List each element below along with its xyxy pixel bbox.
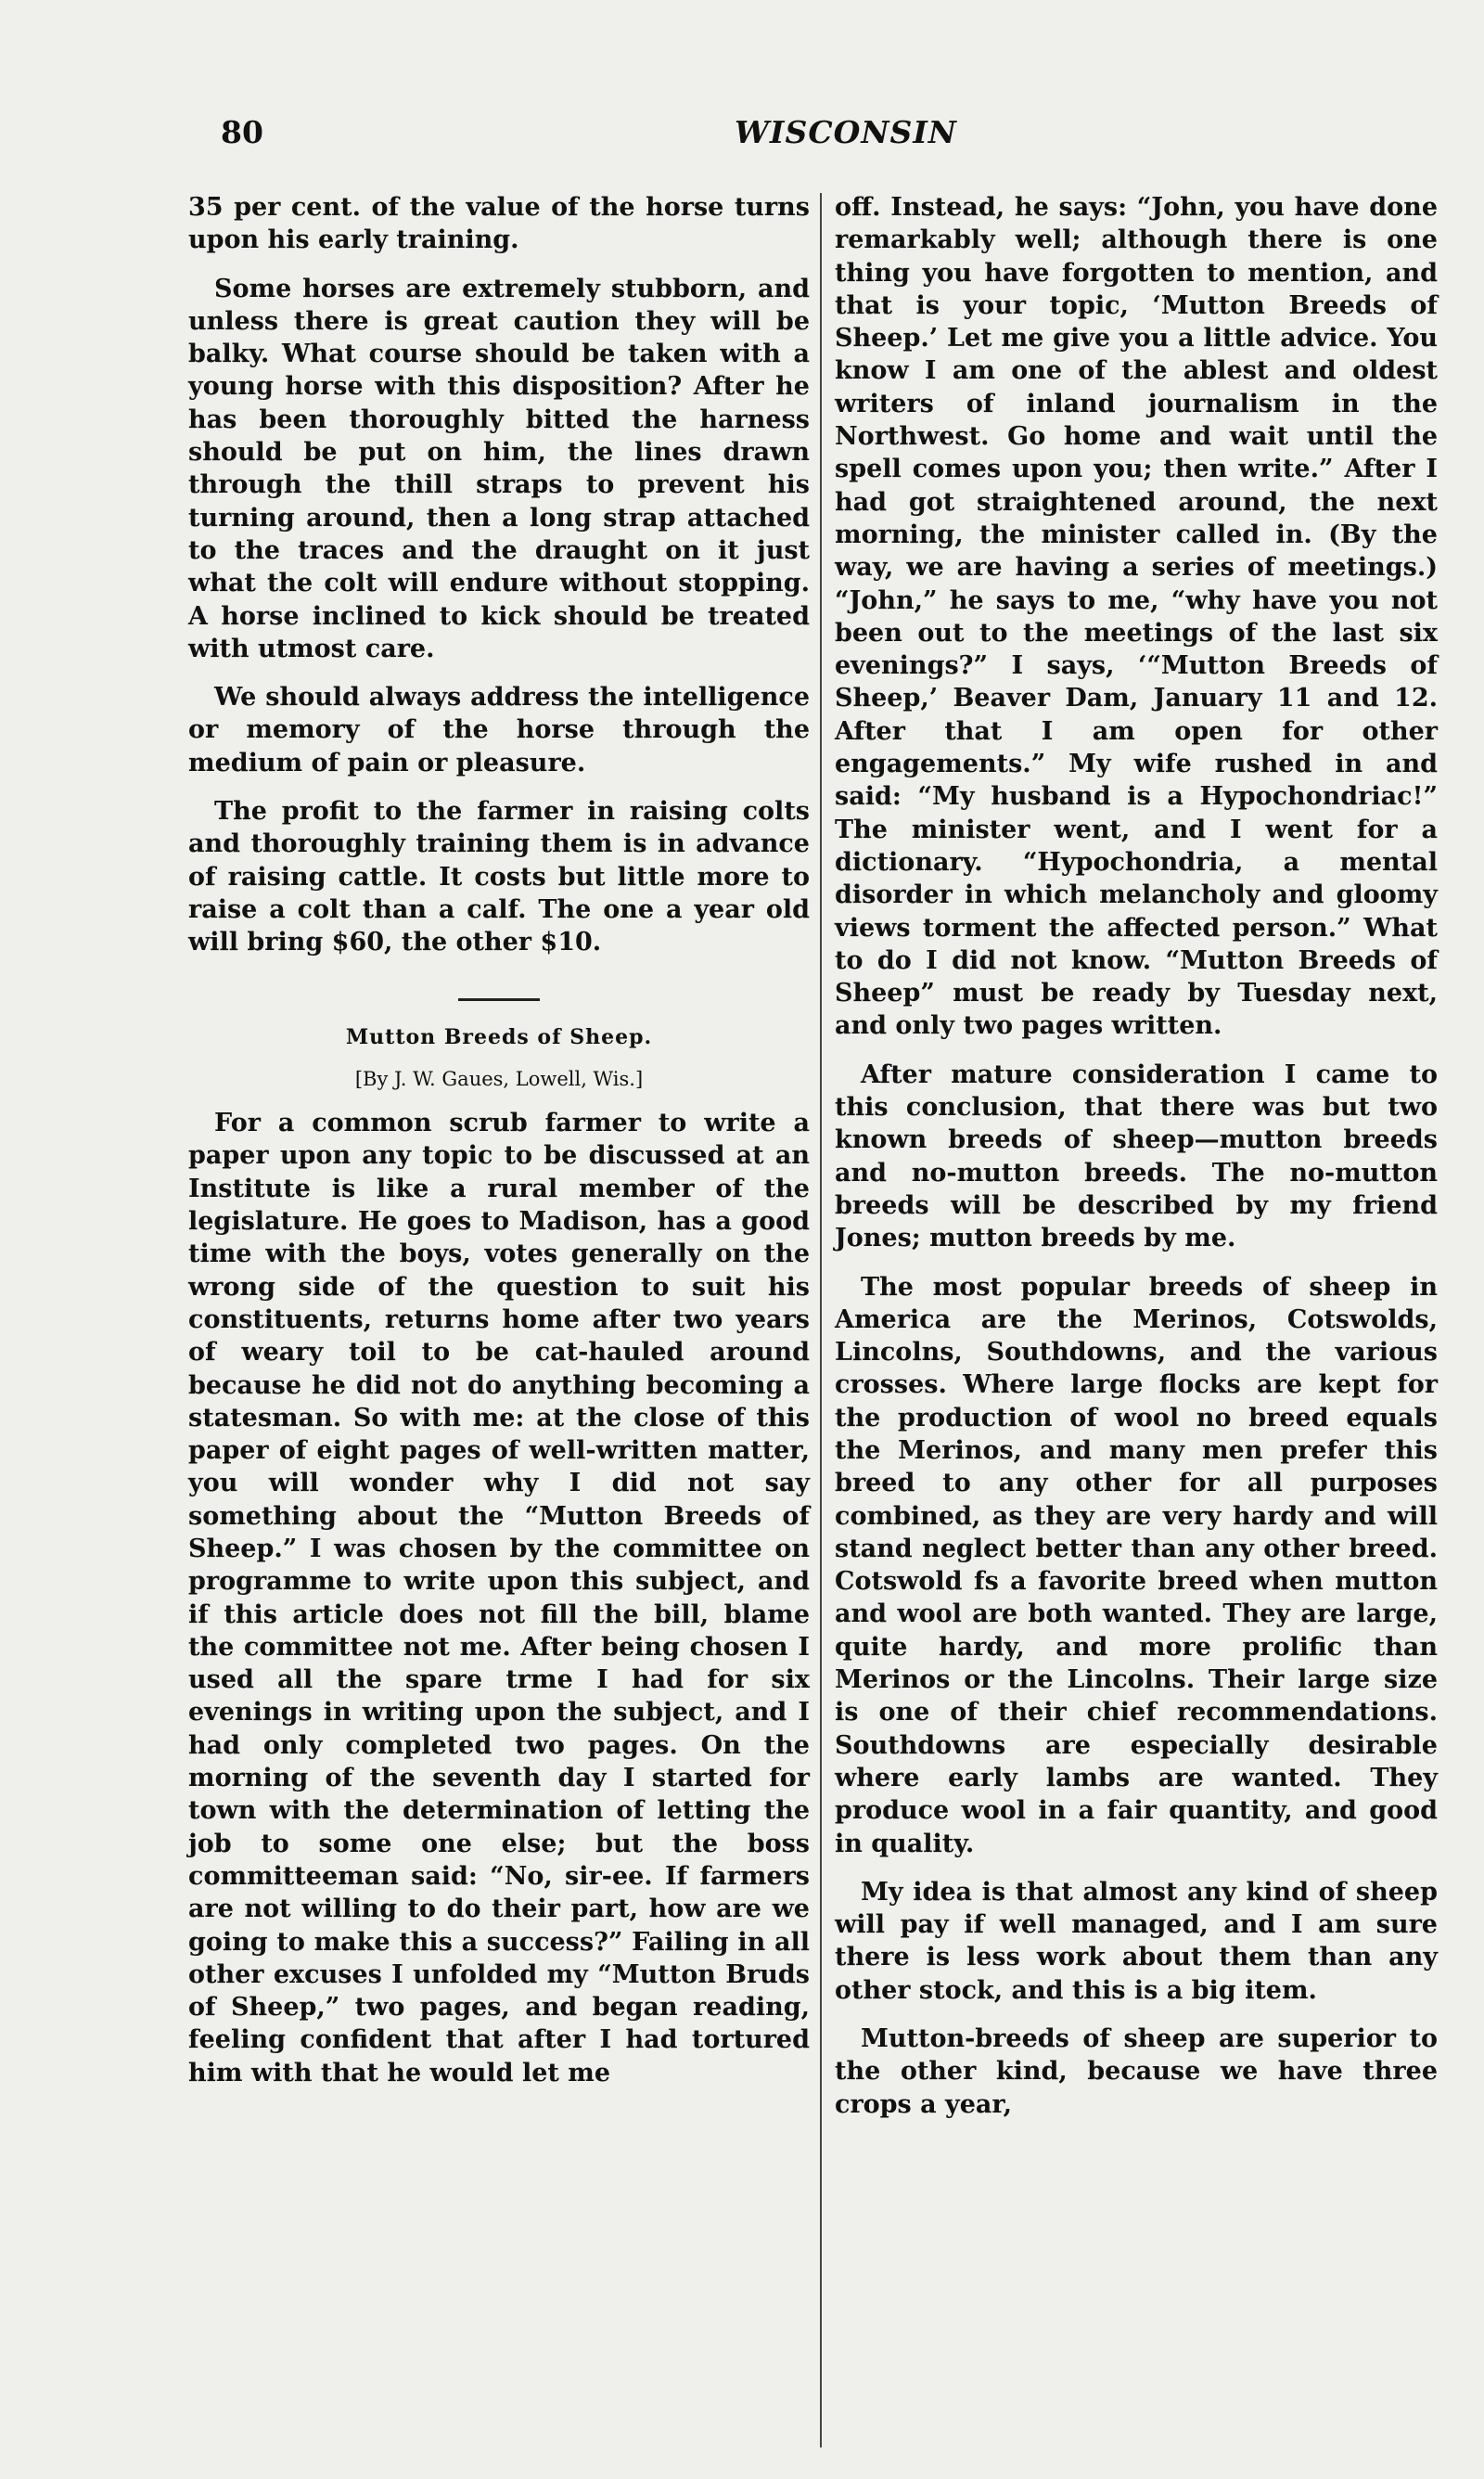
paragraph: Some horses are extremely stubborn, and unless there is great caution they will be balky. What course should be taken with a young horse with this disposition? After he has been thoroughly bitted the harness should be put on him, the lines drawn through the thill straps to prevent his turning around, then a long strap attached to the traces and the draught on it just what the colt will endure without stopping. A horse inclined to kick should be treated with utmost care. [188, 274, 810, 663]
paragraph: The most popular breeds of sheep in America are the Merinos, Cotswolds, Lincolns, Southdowns, and the various crosses. Where large flocks are kept for the production of wool no breed equals the Merinos, and many men prefer this breed to any other for all purposes combined, as they are very hardy and will stand neglect better than any other breed. Cotswold fs a favorite breed when mutton and wool are both wanted. They are large, quite hardy, and more prolific than Merinos or the Lincolns. Their large size is one of their chief recommendations. Southdowns are especially desirable where early lambs are wanted. They produce wool in a fair quantity, and good in quality. [835, 1272, 1438, 1858]
paragraph: The profit to the farmer in raising colts and thoroughly training them is in advance of raising cattle. It costs but little more to raise a colt than a calf. The one a year old will bring $60, the other $10. [188, 797, 810, 957]
article-title: Mutton Breeds of Sheep. [345, 1024, 653, 1049]
right-column [835, 191, 1438, 2121]
page-header [211, 109, 1484, 156]
left-column [188, 191, 810, 2089]
paragraph: off. Instead, he says: “John, you have done remarkably well; although there is one thing you have forgotten to mention, and that is your topic, ‘Mutton Breeds of Sheep.’ Let me give you a little advice. You know I am one of the ablest and oldest writers of inland journalism in the Northwest. Go home and wait until the spell comes upon you; then write.” After I had got straightened around, the next morning, the minister called in. (By the way, we are having a series of meetings.) “John,” he says to me, “why have you not been out to the meetings of the last six evenings?” I says, ‘“Mutton Breeds of Sheep,’ Beaver Dam, January 11 and 12. After that I am open for other engagements.” My wife rushed in and said: “My husband is a Hypochondriac!” The minister went, and I went for a dictionary. “Hypochondria, a mental disorder in which melancholy and gloomy views torment the affected person.” What to do I did not know. “Mutton Breeds of Sheep” must be ready by Tuesday next, and only two pages written. [835, 193, 1438, 1041]
paragraph: For a common scrub farmer to write a paper upon any topic to be discussed at an Institute is like a rural member of the legislature. He goes to Madison, has a good time with the boys, votes generally on the wrong side of the question to suit his constituents, returns home after two years of weary toil to be cat-hauled around because he did not do anything becoming a statesman. So with me: at the close of this paper of eight pages of well-written matter, you will wonder why I did not say something about the “Mutton Breeds of Sheep.” I was chosen by the committee on programme to write upon this subject, and if this article does not fill the bill, blame the committee not me. After being chosen I used all the spare trme I had for six evenings in writing upon the subject, and I had only completed two pages. On the morning of the seventh day I started for town with the determination of letting the job to some one else; but the boss committeeman said: “No, sir-ee. If farmers are not willing to do their part, how are we going to make this a success?” Failing in all other excuses I unfolded my “Mutton Bruds of Sheep,” two pages, and began reading, feeling confident that after I had tortured him with that he would let me [188, 1109, 810, 2087]
paragraph: Mutton-breeds of sheep are superior to the other kind, because we have three crops a year, [835, 2024, 1438, 2119]
paragraph: We should always address the intelligence or memory of the horse through the medium of pain or pleasure. [188, 683, 810, 777]
page-number: 80 [221, 114, 263, 150]
paragraph: After mature consideration I came to this conclusion, that there was but two known breeds of sheep—mutton breeds and no-mutton breeds. The no-mutton breeds will be described by my friend Jones; mutton breeds by me. [835, 1060, 1438, 1253]
column-rule [820, 193, 822, 2447]
section-divider [458, 998, 540, 1001]
paragraph: My idea is that almost any kind of sheep will pay if well managed, and I am sure there is less work about them than any other stock, and this is a big item. [835, 1877, 1438, 2005]
paragraph: 35 per cent. of the value of the horse turns upon his early training. [188, 193, 810, 255]
running-head: WISCONSIN [735, 114, 957, 150]
article-byline: [By J. W. Gaues, Lowell, Wis.] [354, 1067, 644, 1090]
